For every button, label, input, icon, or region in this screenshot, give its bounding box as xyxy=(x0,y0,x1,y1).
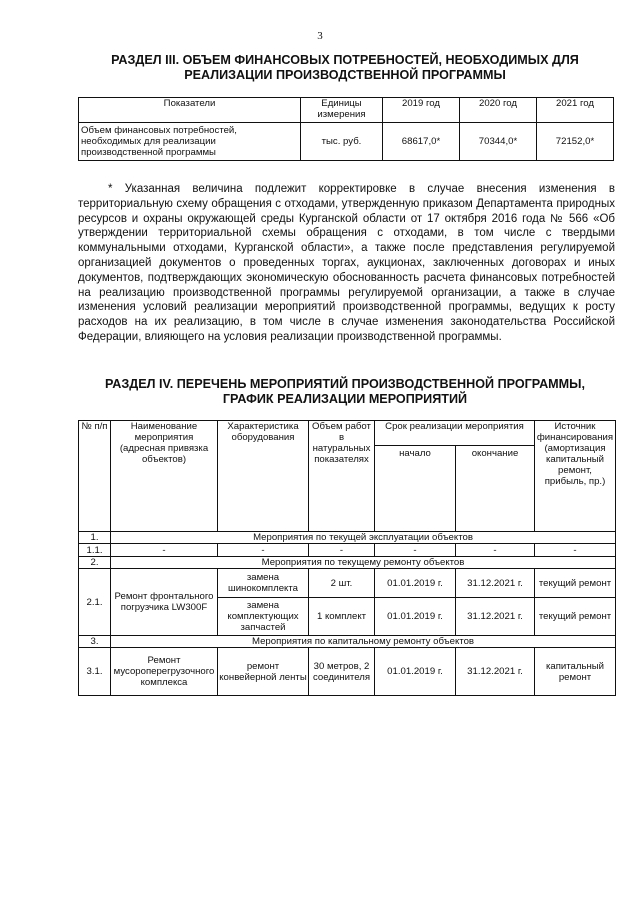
header-end: окончание xyxy=(456,446,535,532)
table-row xyxy=(79,557,616,569)
row-2-1-num: 2.1. xyxy=(79,569,111,636)
row-2-1-characteristic-2: замена комплектующих запчастей xyxy=(218,598,309,636)
header-characteristic: Характеристика оборудования xyxy=(218,421,309,532)
row-1-1-characteristic: - xyxy=(218,544,309,557)
table-row xyxy=(79,123,614,161)
table-header-row xyxy=(79,421,616,446)
unit-cell: тыс. руб. xyxy=(301,123,383,161)
row-2-1-end-1: 31.12.2021 г. xyxy=(456,569,535,598)
group-3-num: 3. xyxy=(79,636,111,648)
value-2019: 68617,0* xyxy=(383,123,460,161)
header-source: Источник финансирования (амортизация капитальный ремонт, прибыль, пр.) xyxy=(535,421,616,532)
activities-table xyxy=(78,420,616,696)
row-3-1-num: 3.1. xyxy=(79,648,111,696)
group-1-num: 1. xyxy=(79,532,111,544)
header-name: Наименование мероприятия (адресная привязка объектов) xyxy=(111,421,218,532)
header-indicators: Показатели xyxy=(79,98,301,123)
row-1-1-num: 1.1. xyxy=(79,544,111,557)
row-1-1-end: - xyxy=(456,544,535,557)
group-3-title: Мероприятия по капитальному ремонту объектов xyxy=(111,636,616,648)
header-num: № п/п xyxy=(79,421,111,532)
row-2-1-name: Ремонт фронтального погрузчика LW300F xyxy=(111,569,218,636)
row-3-1-volume: 30 метров, 2 соединителя xyxy=(309,648,375,696)
group-1-title: Мероприятия по текущей эксплуатации объектов xyxy=(111,532,616,544)
header-units: Единицы измерения xyxy=(301,98,383,123)
table-row xyxy=(79,648,616,696)
section-4-title-line1: РАЗДЕЛ IV. ПЕРЕЧЕНЬ МЕРОПРИЯТИЙ ПРОИЗВОДСТВЕННОЙ ПРОГРАММЫ, xyxy=(105,377,585,391)
section-3-title-line2: РЕАЛИЗАЦИИ ПРОИЗВОДСТВЕННОЙ ПРОГРАММЫ xyxy=(184,68,506,82)
table-row xyxy=(79,636,616,648)
row-3-1-source: капитальный ремонт xyxy=(535,648,616,696)
header-term: Срок реализации мероприятия xyxy=(375,421,535,446)
row-2-1-volume-1: 2 шт. xyxy=(309,569,375,598)
indicator-cell: Объем финансовых потребностей, необходимых для реализации производственной программы xyxy=(79,123,301,161)
table-row xyxy=(79,544,616,557)
table-row xyxy=(79,532,616,544)
financial-needs-table xyxy=(78,97,614,161)
row-2-1-source-1: текущий ремонт xyxy=(535,569,616,598)
footnote-text: * Указанная величина подлежит корректировке в случае внесения изменения в территориальную схему обращения с отходами, утвержденную приказом Департамента природных ресурсов и охраны окружающей среды Курганской области от 17 октября 2016 года № 566 «Об утверждении территориальной схемы обращения с отходами, в том числе с твердыми коммунальными отходами, Курганской области», а также после представления регулируемой организацией документов о проведенных торгах, аукционах, заключенных договорах и иных документов, подтверждающих экономическую обоснованность расчета финансовых потребностей на реализацию производственной программы регулируемой организации, а также в случае изменения условий реализации мероприятий производственной программы, ведущих к росту расходов на их реализацию, в том числе в случае изменения законодательства Российской Федерации, влияющего на условия реализации производственной программы. xyxy=(78,183,615,343)
group-2-title: Мероприятия по текущему ремонту объектов xyxy=(111,557,616,569)
row-1-1-source: - xyxy=(535,544,616,557)
row-2-1-volume-2: 1 комплект xyxy=(309,598,375,636)
table-header-row xyxy=(79,98,614,123)
header-volume: Объем работ в натуральных показателях xyxy=(309,421,375,532)
row-3-1-characteristic: ремонт конвейерной ленты xyxy=(218,648,309,696)
row-1-1-volume: - xyxy=(309,544,375,557)
row-2-1-characteristic-1: замена шинокомплекта xyxy=(218,569,309,598)
header-2020: 2020 год xyxy=(460,98,537,123)
header-start: начало xyxy=(375,446,456,532)
row-2-1-source-2: текущий ремонт xyxy=(535,598,616,636)
row-1-1-start: - xyxy=(375,544,456,557)
row-3-1-start: 01.01.2019 г. xyxy=(375,648,456,696)
header-2021: 2021 год xyxy=(537,98,614,123)
footnote xyxy=(78,182,615,345)
row-2-1-start-1: 01.01.2019 г. xyxy=(375,569,456,598)
row-2-1-start-2: 01.01.2019 г. xyxy=(375,598,456,636)
section-3-title xyxy=(80,53,610,83)
group-2-num: 2. xyxy=(79,557,111,569)
section-3-title-line1: РАЗДЕЛ III. ОБЪЕМ ФИНАНСОВЫХ ПОТРЕБНОСТЕЙ, НЕОБХОДИМЫХ ДЛЯ xyxy=(111,53,579,67)
row-3-1-name: Ремонт мусороперегрузочного комплекса xyxy=(111,648,218,696)
row-3-1-end: 31.12.2021 г. xyxy=(456,648,535,696)
value-2021: 72152,0* xyxy=(537,123,614,161)
header-2019: 2019 год xyxy=(383,98,460,123)
value-2020: 70344,0* xyxy=(460,123,537,161)
page-number: 3 xyxy=(317,30,323,42)
row-1-1-name: - xyxy=(111,544,218,557)
table-row xyxy=(79,569,616,598)
section-4-title-line2: ГРАФИК РЕАЛИЗАЦИИ МЕРОПРИЯТИЙ xyxy=(222,392,468,406)
section-4-title xyxy=(80,377,610,407)
row-2-1-end-2: 31.12.2021 г. xyxy=(456,598,535,636)
